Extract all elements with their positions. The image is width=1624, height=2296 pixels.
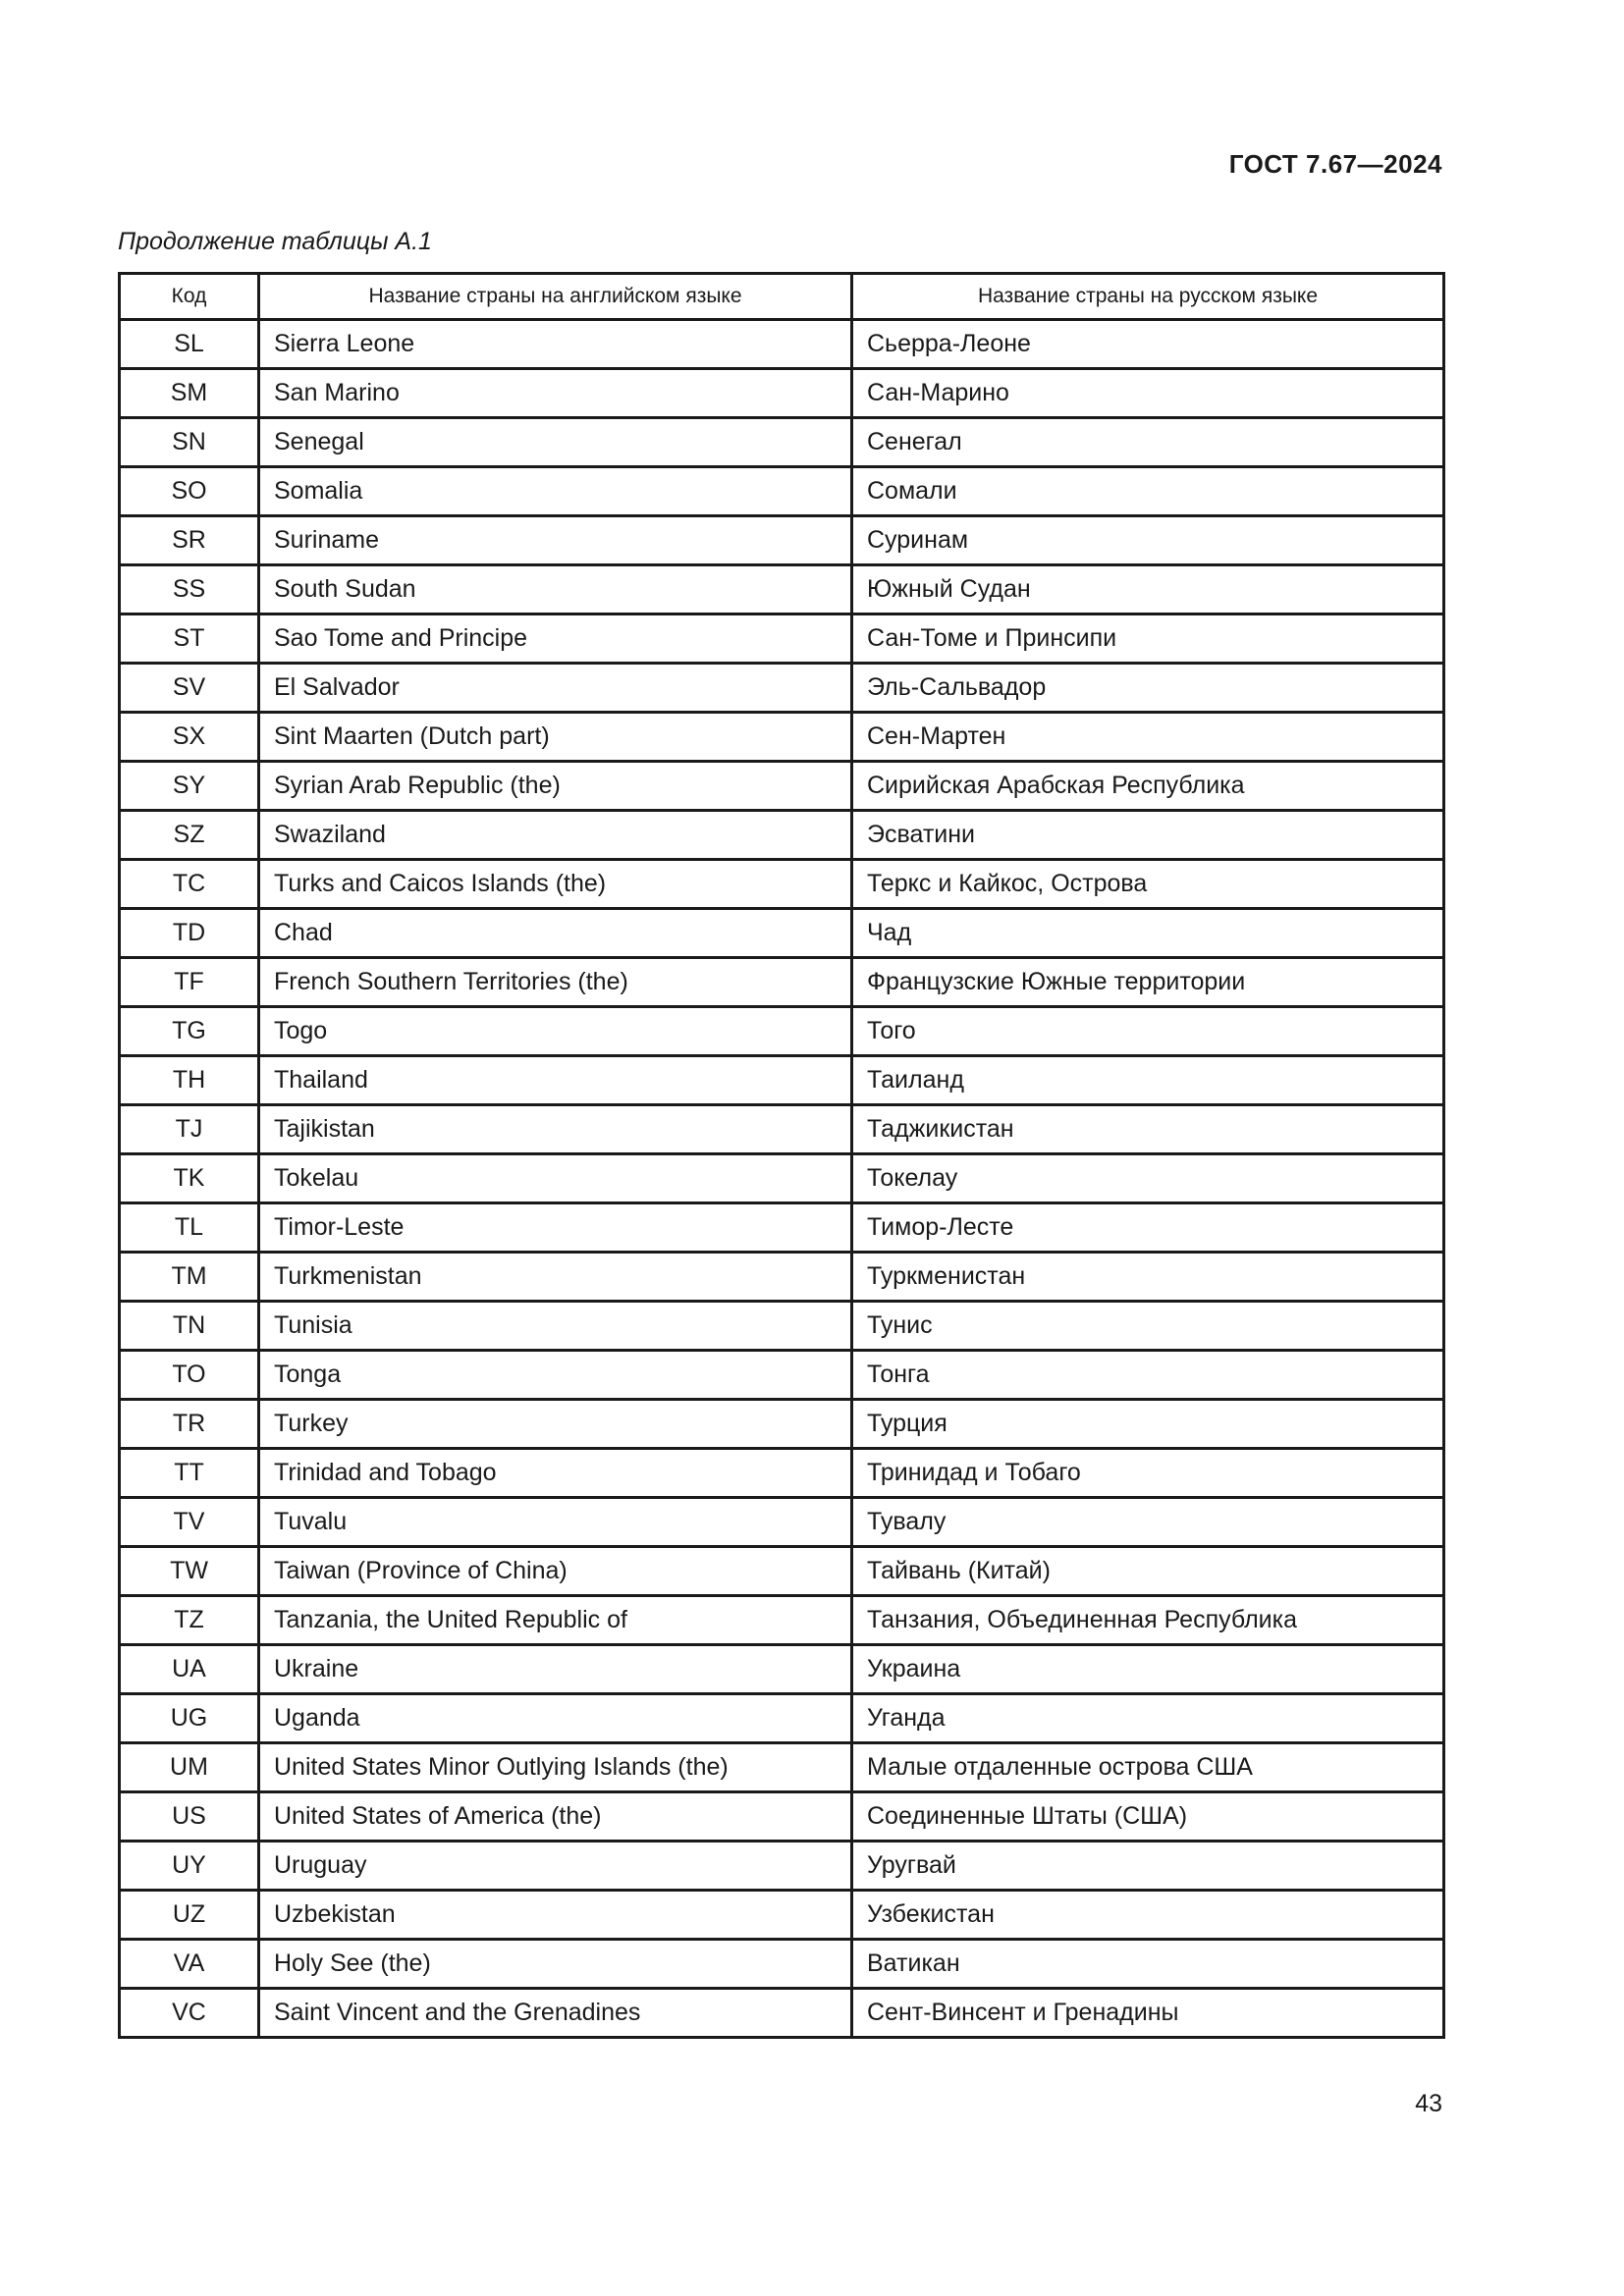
table-row [120, 1105, 1444, 1154]
russian-name-cell: Сенегал [852, 418, 1444, 467]
english-name-cell: Tonga [259, 1351, 852, 1400]
country-code-cell: US [120, 1792, 259, 1842]
country-code-cell: TT [120, 1449, 259, 1498]
table-row [120, 1253, 1444, 1302]
table-body [120, 320, 1444, 2038]
country-code-cell: SS [120, 565, 259, 614]
table-row [120, 1007, 1444, 1056]
table-row [120, 1891, 1444, 1940]
country-code-cell: TN [120, 1302, 259, 1351]
russian-name-cell: Сент-Винсент и Гренадины [852, 1989, 1444, 2038]
country-code-cell: SR [120, 516, 259, 565]
russian-name-cell: Того [852, 1007, 1444, 1056]
russian-name-cell: Сан-Томе и Принсипи [852, 614, 1444, 664]
table-row [120, 811, 1444, 860]
table-row [120, 1351, 1444, 1400]
russian-name-cell: Теркс и Кайкос, Острова [852, 860, 1444, 909]
country-code-cell: TW [120, 1547, 259, 1596]
russian-name-cell: Уругвай [852, 1842, 1444, 1891]
english-name-cell: Swaziland [259, 811, 852, 860]
header-english-name: Название страны на английском языке [259, 274, 852, 320]
country-codes-table [118, 272, 1445, 2039]
russian-name-cell: Таиланд [852, 1056, 1444, 1105]
russian-name-cell: Французские Южные территории [852, 958, 1444, 1007]
english-name-cell: South Sudan [259, 565, 852, 614]
table-row [120, 418, 1444, 467]
english-name-cell: Uganda [259, 1694, 852, 1743]
table-row [120, 516, 1444, 565]
country-code-cell: TV [120, 1498, 259, 1547]
country-code-cell: SN [120, 418, 259, 467]
country-code-cell: TR [120, 1400, 259, 1449]
country-code-cell: UG [120, 1694, 259, 1743]
country-code-cell: SY [120, 762, 259, 811]
russian-name-cell: Чад [852, 909, 1444, 958]
country-code-cell: TL [120, 1203, 259, 1253]
russian-name-cell: Тринидад и Тобаго [852, 1449, 1444, 1498]
table-header-row [120, 274, 1444, 320]
english-name-cell: Trinidad and Tobago [259, 1449, 852, 1498]
country-code-cell: TO [120, 1351, 259, 1400]
russian-name-cell: Таджикистан [852, 1105, 1444, 1154]
english-name-cell: Timor-Leste [259, 1203, 852, 1253]
country-code-cell: SV [120, 664, 259, 713]
country-code-cell: TD [120, 909, 259, 958]
table-row [120, 1547, 1444, 1596]
table-row [120, 1989, 1444, 2038]
english-name-cell: United States of America (the) [259, 1792, 852, 1842]
russian-name-cell: Танзания, Объединенная Республика [852, 1596, 1444, 1645]
english-name-cell: Thailand [259, 1056, 852, 1105]
country-code-cell: UA [120, 1645, 259, 1694]
russian-name-cell: Южный Судан [852, 565, 1444, 614]
russian-name-cell: Уганда [852, 1694, 1444, 1743]
table-row [120, 909, 1444, 958]
table-row [120, 467, 1444, 516]
country-code-cell: VA [120, 1940, 259, 1989]
country-code-cell: ST [120, 614, 259, 664]
country-code-cell: TC [120, 860, 259, 909]
english-name-cell: Suriname [259, 516, 852, 565]
english-name-cell: San Marino [259, 369, 852, 418]
country-code-cell: SZ [120, 811, 259, 860]
table-row [120, 1154, 1444, 1203]
russian-name-cell: Туркменистан [852, 1253, 1444, 1302]
table-row [120, 1203, 1444, 1253]
table-row [120, 1596, 1444, 1645]
country-code-cell: TM [120, 1253, 259, 1302]
table-row [120, 369, 1444, 418]
table-row [120, 1302, 1444, 1351]
table-row [120, 565, 1444, 614]
english-name-cell: Ukraine [259, 1645, 852, 1694]
page-number: 43 [1415, 2090, 1442, 2117]
russian-name-cell: Тонга [852, 1351, 1444, 1400]
table-row [120, 1400, 1444, 1449]
russian-name-cell: Сирийская Арабская Республика [852, 762, 1444, 811]
table-row [120, 1498, 1444, 1547]
table-row [120, 320, 1444, 369]
english-name-cell: Senegal [259, 418, 852, 467]
english-name-cell: Holy See (the) [259, 1940, 852, 1989]
table-row [120, 1694, 1444, 1743]
document-standard-header: ГОСТ 7.67—2024 [1228, 149, 1442, 179]
russian-name-cell: Тимор-Лесте [852, 1203, 1444, 1253]
country-code-cell: TZ [120, 1596, 259, 1645]
table-row [120, 1645, 1444, 1694]
russian-name-cell: Узбекистан [852, 1891, 1444, 1940]
russian-name-cell: Эсватини [852, 811, 1444, 860]
country-code-cell: UY [120, 1842, 259, 1891]
english-name-cell: Tajikistan [259, 1105, 852, 1154]
table-row [120, 1792, 1444, 1842]
english-name-cell: French Southern Territories (the) [259, 958, 852, 1007]
russian-name-cell: Сен-Мартен [852, 713, 1444, 762]
english-name-cell: Uzbekistan [259, 1891, 852, 1940]
russian-name-cell: Ватикан [852, 1940, 1444, 1989]
table-row [120, 614, 1444, 664]
english-name-cell: Turks and Caicos Islands (the) [259, 860, 852, 909]
russian-name-cell: Сомали [852, 467, 1444, 516]
english-name-cell: Sao Tome and Principe [259, 614, 852, 664]
english-name-cell: Tanzania, the United Republic of [259, 1596, 852, 1645]
country-code-cell: TK [120, 1154, 259, 1203]
country-code-cell: UM [120, 1743, 259, 1792]
english-name-cell: Tunisia [259, 1302, 852, 1351]
country-code-cell: SO [120, 467, 259, 516]
header-russian-name: Название страны на русском языке [852, 274, 1444, 320]
russian-name-cell: Тунис [852, 1302, 1444, 1351]
table-row [120, 664, 1444, 713]
russian-name-cell: Сьерра-Леоне [852, 320, 1444, 369]
table-row [120, 860, 1444, 909]
country-table-container [118, 272, 1442, 2039]
table-row [120, 1449, 1444, 1498]
english-name-cell: United States Minor Outlying Islands (the) [259, 1743, 852, 1792]
english-name-cell: Turkey [259, 1400, 852, 1449]
country-code-cell: SM [120, 369, 259, 418]
country-code-cell: TJ [120, 1105, 259, 1154]
header-code: Код [120, 274, 259, 320]
english-name-cell: Taiwan (Province of China) [259, 1547, 852, 1596]
english-name-cell: Turkmenistan [259, 1253, 852, 1302]
english-name-cell: Somalia [259, 467, 852, 516]
russian-name-cell: Эль-Сальвадор [852, 664, 1444, 713]
russian-name-cell: Суринам [852, 516, 1444, 565]
russian-name-cell: Сан-Марино [852, 369, 1444, 418]
russian-name-cell: Малые отдаленные острова США [852, 1743, 1444, 1792]
english-name-cell: Togo [259, 1007, 852, 1056]
english-name-cell: Sierra Leone [259, 320, 852, 369]
country-code-cell: TF [120, 958, 259, 1007]
table-row [120, 958, 1444, 1007]
english-name-cell: Syrian Arab Republic (the) [259, 762, 852, 811]
table-caption: Продолжение таблицы А.1 [118, 228, 432, 255]
country-code-cell: SX [120, 713, 259, 762]
russian-name-cell: Тайвань (Китай) [852, 1547, 1444, 1596]
country-code-cell: TG [120, 1007, 259, 1056]
english-name-cell: Chad [259, 909, 852, 958]
russian-name-cell: Токелау [852, 1154, 1444, 1203]
russian-name-cell: Украина [852, 1645, 1444, 1694]
english-name-cell: Uruguay [259, 1842, 852, 1891]
russian-name-cell: Турция [852, 1400, 1444, 1449]
country-code-cell: TH [120, 1056, 259, 1105]
country-code-cell: UZ [120, 1891, 259, 1940]
english-name-cell: Sint Maarten (Dutch part) [259, 713, 852, 762]
english-name-cell: El Salvador [259, 664, 852, 713]
table-row [120, 1743, 1444, 1792]
table-row [120, 1940, 1444, 1989]
russian-name-cell: Тувалу [852, 1498, 1444, 1547]
table-row [120, 762, 1444, 811]
english-name-cell: Tokelau [259, 1154, 852, 1203]
table-row [120, 1842, 1444, 1891]
english-name-cell: Saint Vincent and the Grenadines [259, 1989, 852, 2038]
english-name-cell: Tuvalu [259, 1498, 852, 1547]
country-code-cell: SL [120, 320, 259, 369]
table-row [120, 1056, 1444, 1105]
table-row [120, 713, 1444, 762]
russian-name-cell: Соединенные Штаты (США) [852, 1792, 1444, 1842]
country-code-cell: VC [120, 1989, 259, 2038]
